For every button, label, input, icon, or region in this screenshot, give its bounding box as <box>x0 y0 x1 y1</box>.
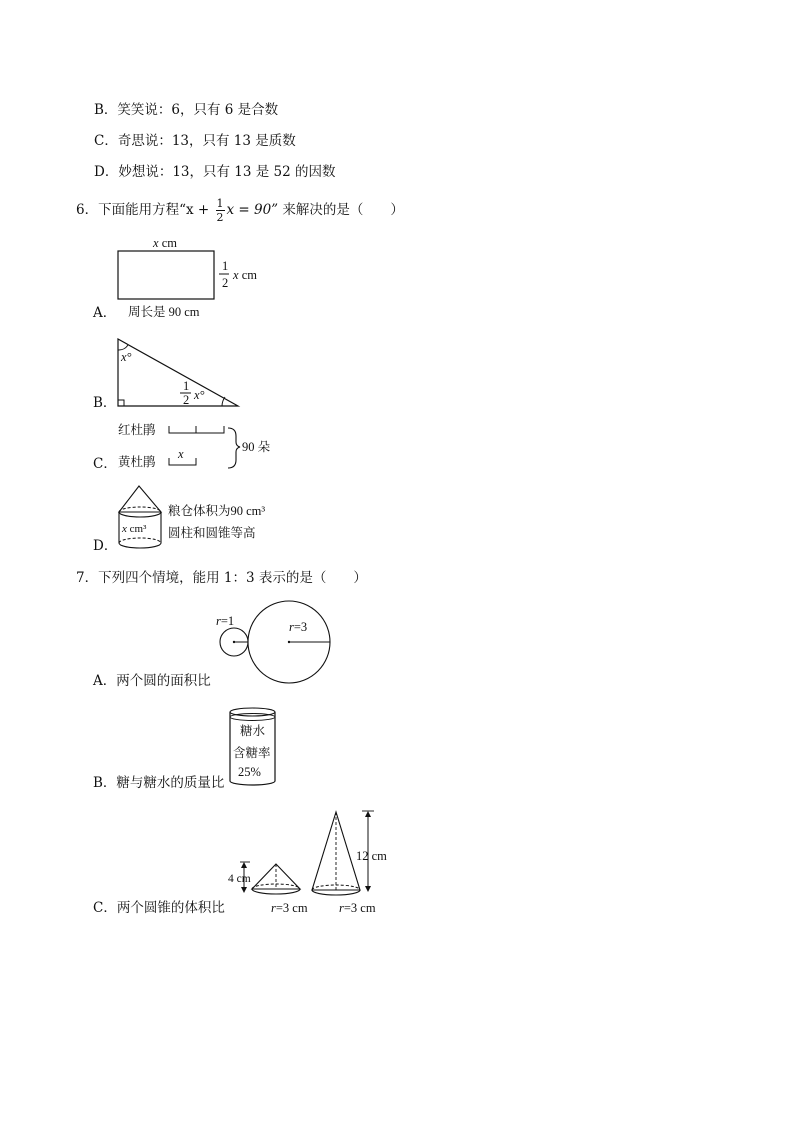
q5-option-b: B．笑笑说：6，只有 6 是合数 <box>94 102 279 118</box>
q5-option-c: C．奇思说：13，只有 13 是质数 <box>94 133 296 149</box>
q7-option-c-label: C．两个圆锥的体积比 <box>93 900 225 916</box>
q7-b-line2: 含糖率 <box>233 746 271 760</box>
q7-b-line1: 糖水 <box>240 724 266 738</box>
q7-c-r-label-2: r=3 cm <box>339 901 376 915</box>
q6-option-b-label: B． <box>93 395 117 411</box>
q7-c-small-dim-arrow-bottom <box>241 887 247 893</box>
q6-option-d-label: D． <box>93 538 118 554</box>
q6-c-row2-label: 黄杜鹃 <box>118 455 156 469</box>
q6-a-caption: 周长是 90 cm <box>128 305 200 319</box>
q6-a-side-den: 2 <box>222 276 229 290</box>
q7-c-r-label-1: r=3 cm <box>271 901 308 915</box>
q5-option-d: D．妙想说：13，只有 13 是 52 的因数 <box>94 164 336 180</box>
q6-d-cylinder-label: x cm³ <box>122 523 147 535</box>
q6-a-side-label: x cm <box>233 268 257 282</box>
q6-a-top-label: x cm <box>153 236 177 250</box>
q7-c-big-base-front <box>312 890 360 895</box>
q6-d-line2: 圆柱和圆锥等高 <box>168 526 256 540</box>
q6-option-c-label: C． <box>93 456 117 472</box>
q6-stem-prefix: 6．下面能用方程“x + <box>76 202 214 218</box>
q7-option-a-label: A．两个圆的面积比 <box>93 673 211 689</box>
q6-c-total: 90 朵 <box>242 440 271 454</box>
q6-stem-equation: x = 90” <box>226 202 279 218</box>
q7-c-big-h-label: 12 cm <box>356 849 387 863</box>
q7-option-b-label: B．糖与糖水的质量比 <box>93 775 225 791</box>
q6-stem-suffix: 来解决的是（ ） <box>282 202 404 218</box>
q7-a-small-r-label: r=1 <box>216 614 235 628</box>
q6-b-angle-bottom: x° <box>194 388 205 402</box>
q7-c-big-dim-arrow-bottom <box>365 886 371 892</box>
q6-stem-frac-num: 1 <box>216 197 224 210</box>
q6-b-angle-top: x° <box>121 350 132 364</box>
q6-a-side-num: 1 <box>222 259 229 273</box>
q7-c-big-dim-arrow-top <box>365 811 371 817</box>
q6-c-var: x <box>178 447 184 461</box>
q7-b-line3: 25% <box>238 765 261 779</box>
q7-c-small-base-front <box>252 889 300 894</box>
q6-b-frac-den: 2 <box>183 393 190 407</box>
q7-c-small-h-label: 4 cm <box>228 873 251 885</box>
q7-stem: 7．下列四个情境，能用 1：3 表示的是（ ） <box>76 570 367 586</box>
q6-d-line1: 粮仓体积为90 cm³ <box>168 504 266 518</box>
q7-c-small-dim-arrow-top <box>241 862 247 868</box>
q7-a-big-r-label: r=3 <box>289 620 308 634</box>
q6-option-a-label: A． <box>93 305 117 321</box>
q6-stem-frac-den: 2 <box>216 211 224 224</box>
q6-c-row1-label: 红杜鹃 <box>118 423 156 437</box>
q6-b-frac-num: 1 <box>183 379 190 393</box>
